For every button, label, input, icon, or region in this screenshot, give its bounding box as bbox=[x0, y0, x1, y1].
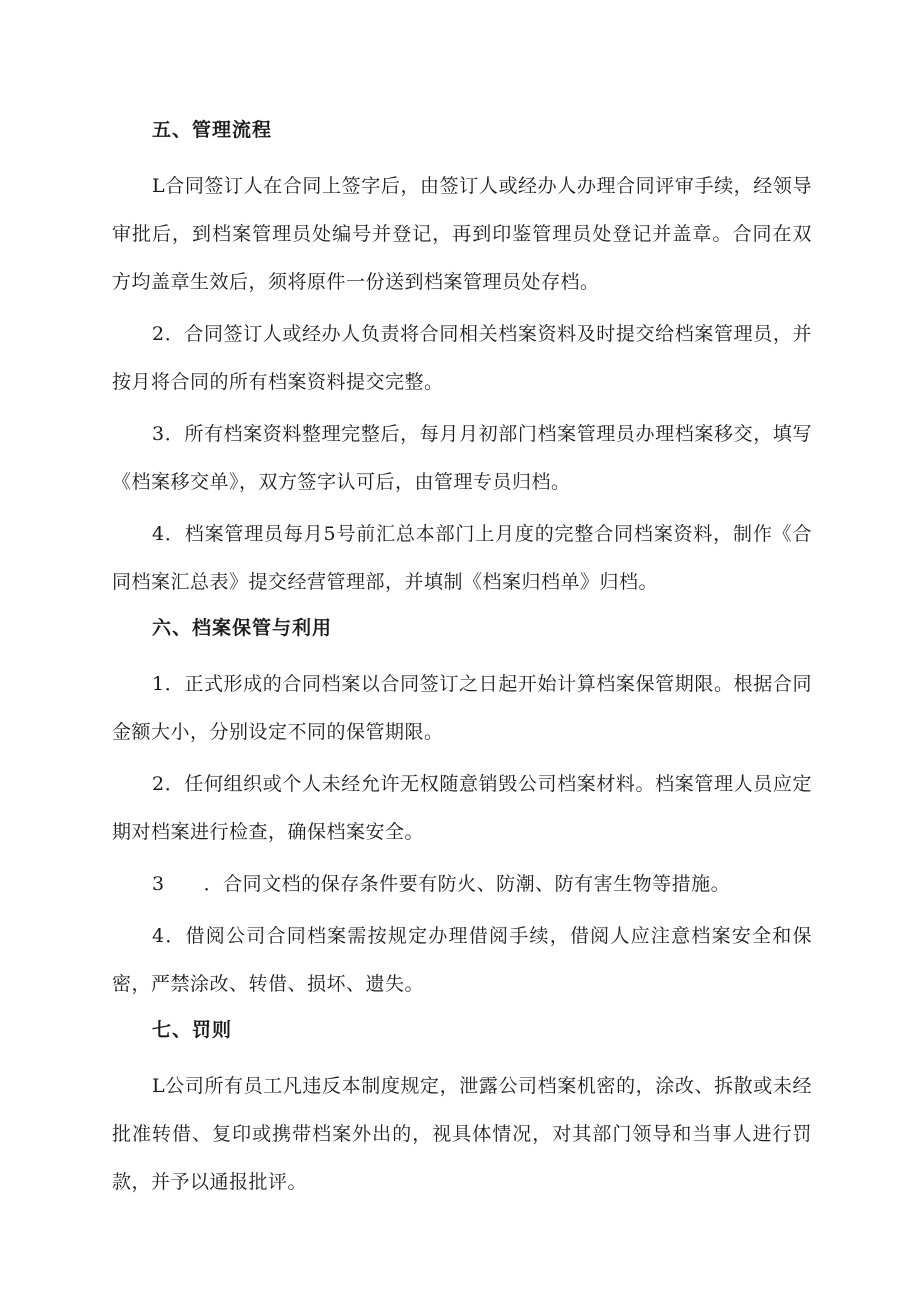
paragraph: 2．合同签订人或经办人负责将合同相关档案资料及时提交给档案管理员，并按月将合同的所有档案资料提交完整。 bbox=[112, 323, 812, 393]
section-heading-penalties: 七、罚则 bbox=[152, 1019, 233, 1041]
paragraph: 2．任何组织或个人未经允许无权随意销毁公司档案材料。档案管理人员应定期对档案进行检查，确保档案安全。 bbox=[112, 773, 812, 843]
section-heading-archive-custody: 六、档案保管与利用 bbox=[152, 617, 333, 639]
paragraph: 3．所有档案资料整理完整后，每月月初部门档案管理员办理档案移交，填写《档案移交单》，双方签字认可后，由管理专员归档。 bbox=[112, 423, 812, 493]
document-body bbox=[112, 112, 812, 1206]
paragraph: 3 ．合同文档的保存条件要有防火、防潮、防有害生物等措施。 bbox=[152, 873, 731, 895]
paragraph: 4．档案管理员每月5号前汇总本部门上月度的完整合同档案资料，制作《合同档案汇总表》提交经营管理部，并填制《档案归档单》归档。 bbox=[112, 523, 812, 593]
paragraph: L合同签订人在合同上签字后，由签订人或经办人办理合同评审手续，经领导审批后，到档案管理员处编号并登记，再到印鉴管理员处登记并盖章。合同在双方均盖章生效后，须将原件一份送到档案管理员处存档。 bbox=[112, 175, 812, 293]
paragraph: 4．借阅公司合同档案需按规定办理借阅手续，借阅人应注意档案安全和保密，严禁涂改、转借、损坏、遗失。 bbox=[112, 925, 812, 995]
paragraph: 1．正式形成的合同档案以合同签订之日起开始计算档案保管期限。根据合同金额大小，分别设定不同的保管期限。 bbox=[112, 673, 812, 743]
paragraph: L公司所有员工凡违反本制度规定，泄露公司档案机密的，涂改、拆散或未经批准转借、复印或携带档案外出的，视具体情况，对其部门领导和当事人进行罚款，并予以通报批评。 bbox=[112, 1075, 812, 1193]
section-heading-management-process: 五、管理流程 bbox=[152, 119, 273, 141]
